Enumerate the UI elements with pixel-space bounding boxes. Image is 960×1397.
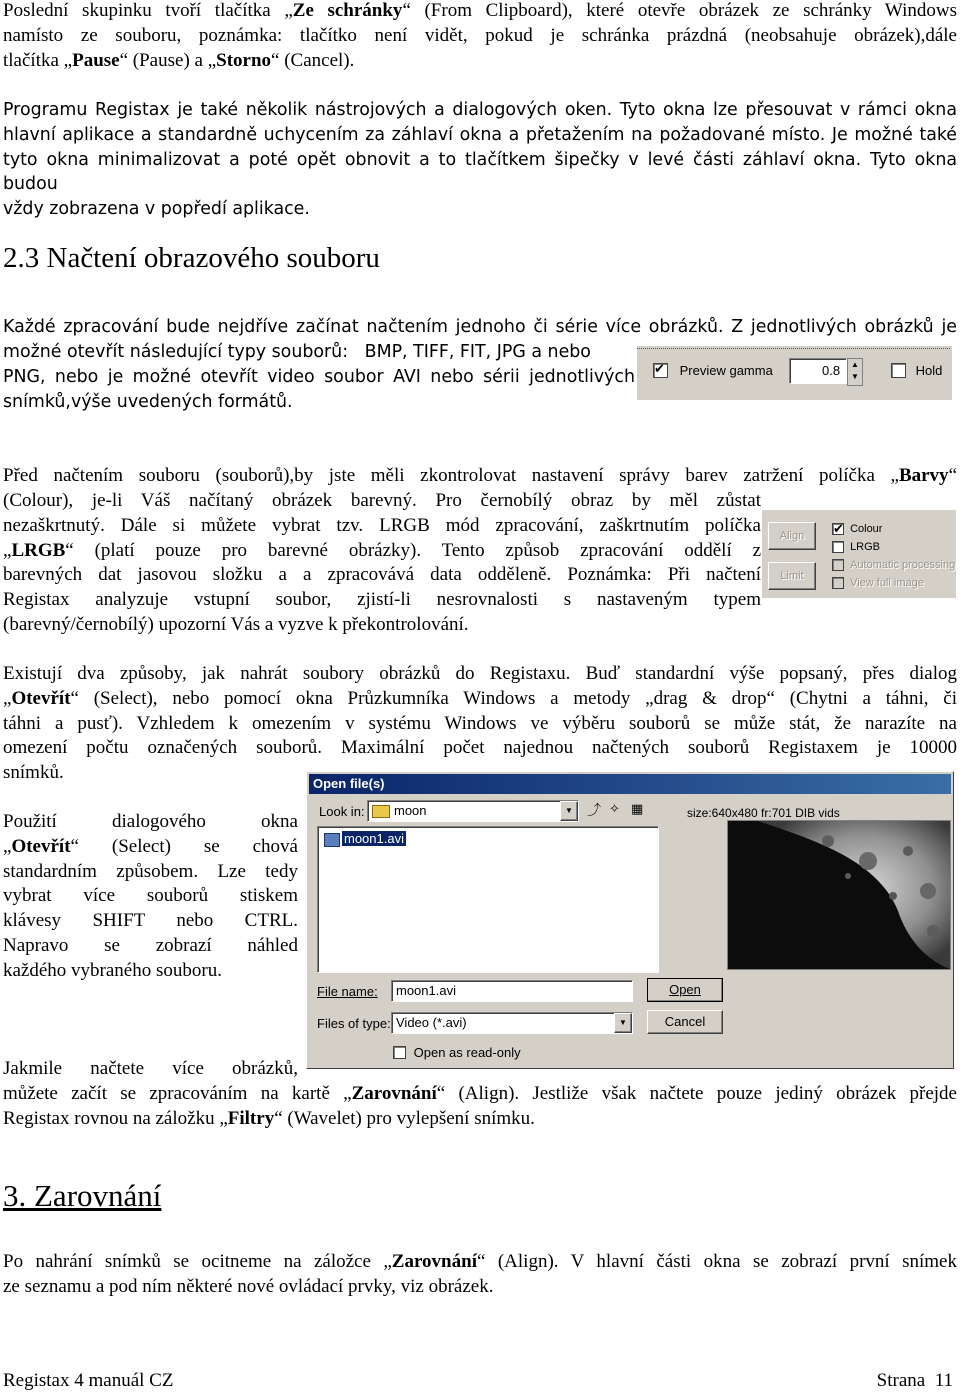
gamma-spinner[interactable] bbox=[847, 358, 863, 386]
moon-preview-image bbox=[728, 821, 950, 969]
p4-line2: (Colour), je-li Váš načítaný obrázek barevný. Pro černobílý obraz by měl zůstat bbox=[3, 490, 761, 511]
paragraph-clipboard bbox=[3, 0, 957, 73]
auto-label: Automatic processing bbox=[850, 559, 956, 572]
p8-line2: ze seznamu a pod ním některé nové ovládací prvky, viz obrázek. bbox=[3, 1275, 494, 1297]
colour-check[interactable] bbox=[832, 523, 844, 535]
paragraph-colour bbox=[3, 464, 957, 489]
p3-line1: Každé zpracování bude nejdříve začínat načtením jednoho či série více obrázků. Z jednotlivých obrázků je bbox=[3, 317, 957, 337]
p6-line6: Napravo se zobrazí náhled bbox=[3, 934, 298, 956]
hold-check[interactable] bbox=[891, 363, 906, 378]
size-info: size:640x480 fr:701 DIB vids bbox=[687, 806, 840, 820]
p2-line3: tyto okna minimalizovat a poté opět obnovit a to tlačítkem šipečky v levé části záhlaví okna. Tyto okna budou bbox=[3, 149, 957, 195]
cancel-button[interactable]: Cancel bbox=[647, 1010, 723, 1034]
preview-gamma-label: Preview gamma bbox=[679, 363, 773, 379]
folder-icon bbox=[372, 805, 390, 818]
colour-panel bbox=[762, 510, 956, 598]
p3-line4: snímků,výše uvedených formátů. bbox=[3, 391, 293, 412]
spin-down-icon[interactable]: ▼ bbox=[851, 372, 859, 381]
p6-line7: každého vybraného souboru. bbox=[3, 959, 222, 981]
p7-line1: Jakmile načtete více obrázků, bbox=[3, 1058, 298, 1079]
align-button[interactable]: Align bbox=[768, 522, 816, 550]
gamma-value: 0.8 bbox=[822, 363, 841, 378]
open-file-dialog bbox=[306, 771, 954, 1069]
full-check[interactable] bbox=[832, 577, 844, 589]
lrgb-label: LRGB bbox=[850, 541, 881, 554]
paragraph-colour-cont bbox=[3, 489, 761, 638]
p4-line1: Před načtením souboru (souborů),by jste měli zkontrolovat nastavení správy barev zatržení políčka „Barvy“ bbox=[3, 465, 957, 486]
p7-line3: Registax rovnou na záložku „Filtry“ (Wavelet) pro vylepšení snímku. bbox=[3, 1107, 535, 1129]
open-button-label: Open bbox=[669, 982, 701, 997]
paragraph-align-tab bbox=[3, 1250, 957, 1300]
gamma-panel bbox=[637, 346, 952, 400]
open-button[interactable] bbox=[647, 978, 723, 1002]
p1-line2: namísto ze souboru, poznámka: tlačítko není vidět, pokud je schránka prázdná (neobsahuje obrázek),dále bbox=[3, 24, 957, 46]
up-folder-icon[interactable]: ⤴ bbox=[587, 802, 601, 818]
filetype-label: Files of type: bbox=[317, 1016, 391, 1031]
lrgb-checkbox[interactable] bbox=[832, 541, 880, 553]
footer-left: Registax 4 manuál CZ bbox=[3, 1370, 174, 1391]
dotted-border bbox=[637, 348, 950, 349]
file-item[interactable]: moon1.avi bbox=[344, 831, 404, 846]
p5-line1: Existují dva způsoby, jak nahrát soubory obrázků do Registaxu. Buď standardní výše popsaný, přes dialog bbox=[3, 663, 957, 684]
p5-line5: snímků. bbox=[3, 762, 64, 784]
p6-line5: klávesy SHIFT nebo CTRL. bbox=[3, 910, 298, 932]
preview-gamma-check[interactable] bbox=[653, 363, 668, 378]
paragraph-dialog bbox=[3, 810, 298, 984]
preview-gamma-checkbox[interactable] bbox=[653, 362, 773, 378]
footer-right: Strana 11 bbox=[876, 1370, 953, 1391]
filetype-value: Video (*.avi) bbox=[396, 1015, 467, 1030]
p6-line3: standardním způsobem. Lze tedy bbox=[3, 860, 298, 882]
p3-line2: možné otevřít následující typy souborů: BMP, TIFF, FIT, JPG a nebo bbox=[3, 342, 591, 362]
view-menu-icon[interactable]: ▦ bbox=[631, 801, 644, 816]
heading-2-3: 2.3 Načtení obrazového souboru bbox=[3, 242, 380, 274]
avi-file-icon bbox=[324, 833, 340, 847]
heading-3: 3. Zarovnání bbox=[3, 1178, 162, 1213]
p5-line3: táhni a pusť). Vzhledem k omezením v systému Windows ve výběru souborů se může stát, že narazíte na bbox=[3, 712, 957, 734]
p5-line4: omezení počtu označených souborů. Maximální počet najednou načtených souborů Registaxem je 10000 bbox=[3, 737, 957, 759]
dialog-title: Open file(s) bbox=[313, 776, 385, 791]
dialog-titlebar[interactable] bbox=[309, 774, 951, 794]
footer bbox=[3, 1370, 953, 1396]
filename-label: File name: bbox=[317, 984, 378, 999]
p6-line1: Použití dialogového okna bbox=[3, 811, 298, 832]
readonly-label: Open as read-only bbox=[413, 1045, 521, 1061]
p7-line2: můžete začít se zpracováním na kartě „Zarovnání“ (Align). Jestliže však načtete pouze jediný obrázek přejde bbox=[3, 1082, 957, 1104]
p4-line5: barevných dat jasovou složku a a zpracovává data odděleně. Poznámka: Při načtení bbox=[3, 564, 761, 586]
lookin-value: moon bbox=[394, 803, 427, 818]
p3-line3: PNG, nebo je možné otevřít video soubor AVI nebo sérii jednotlivých bbox=[3, 366, 635, 387]
colour-checkbox[interactable] bbox=[832, 523, 882, 535]
filename-value: moon1.avi bbox=[396, 983, 456, 998]
full-image-checkbox[interactable] bbox=[832, 577, 924, 589]
new-folder-icon[interactable]: ✧ bbox=[609, 801, 620, 816]
p4-line3: nezaškrtnutý. Dále si můžete vybrat tzv. LRGB mód zpracování, zaškrtnutím políčka bbox=[3, 514, 761, 536]
gamma-value-field[interactable] bbox=[789, 358, 847, 384]
p4-line7: (barevný/černobílý) upozorní Vás a vyzve k překontrolování. bbox=[3, 613, 469, 635]
paragraph-load bbox=[3, 315, 957, 340]
lookin-label: Look in: bbox=[319, 804, 365, 819]
auto-check[interactable] bbox=[832, 559, 844, 571]
p4-line6: Registax analyzuje vstupní soubor, zjistí-li nesrovnalosti s nastaveným typem bbox=[3, 589, 761, 611]
p6-line2: „Otevřít“ (Select) se chová bbox=[3, 835, 298, 857]
paragraph-methods bbox=[3, 662, 957, 786]
p4-line4: „LRGB“ (platí pouze pro barevné obrázky). Tento způsob zpracování oddělí z bbox=[3, 539, 761, 561]
p1-line3: tlačítka „Pause“ (Pause) a „Storno“ (Cancel). bbox=[3, 49, 355, 71]
spin-up-icon[interactable]: ▲ bbox=[851, 360, 859, 369]
p2-line4: vždy zobrazena v popředí aplikace. bbox=[3, 199, 310, 220]
lookin-dropdown-icon[interactable]: ▼ bbox=[560, 801, 578, 821]
p2-line2: hlavní aplikace a standardně uchycením za záhlaví okna a přetažením na požadované místo. Je možné také bbox=[3, 124, 957, 145]
filetype-dropdown-icon[interactable]: ▼ bbox=[614, 1013, 632, 1033]
lrgb-check[interactable] bbox=[832, 541, 844, 553]
p5-line2: „Otevřít“ (Select), nebo pomocí okna Průzkumníka Windows a metody „drag & drop“ (Chytni a táhni, či bbox=[3, 687, 957, 709]
hold-checkbox[interactable] bbox=[891, 362, 942, 378]
colour-label: Colour bbox=[850, 523, 883, 536]
filetype-select[interactable] bbox=[391, 1012, 633, 1034]
lookin-select[interactable] bbox=[367, 800, 579, 822]
paragraph-load-cont bbox=[3, 340, 635, 414]
file-list[interactable] bbox=[317, 826, 659, 973]
filename-input[interactable] bbox=[391, 980, 633, 1002]
p2-line1: Programu Registax je také několik nástrojových a dialogových oken. Tyto okna lze přesouvat v rámci okna bbox=[3, 100, 957, 120]
p6-line4: vybrat více souborů stiskem bbox=[3, 885, 298, 907]
limit-button[interactable]: Limit bbox=[768, 562, 816, 590]
paragraph-windows bbox=[3, 98, 957, 222]
preview-area bbox=[727, 820, 951, 970]
hold-label: Hold bbox=[915, 363, 943, 379]
auto-processing-checkbox[interactable] bbox=[832, 559, 955, 571]
full-label: View full image bbox=[850, 577, 924, 590]
paragraph-align bbox=[3, 1057, 957, 1131]
p1-line1: Poslední skupinku tvoří tlačítka „Ze schránky“ (From Clipboard), které otevře obrázek ze schránky Windows bbox=[3, 0, 957, 21]
p8-line1: Po nahrání snímků se ocitneme na záložce „Zarovnání“ (Align). V hlavní části okna se zobrazí první snímek bbox=[3, 1251, 957, 1272]
